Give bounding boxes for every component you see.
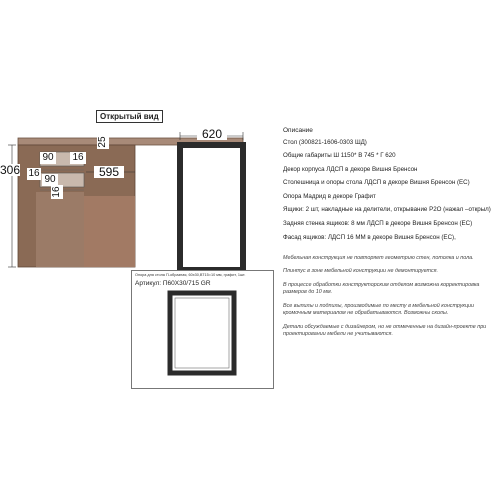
- support-leg-drawing: [132, 288, 273, 388]
- dimension-90-mid: 90: [42, 174, 58, 186]
- note-line: Плинтус в зоне мебельной конструкции не демонтируется.: [283, 268, 439, 274]
- dimension-16-top: 16: [70, 152, 86, 164]
- description-line: Ящики: 2 шт, накладные на делители, открывание Р2О (нажал –открыл): [283, 206, 491, 213]
- cabinet-inner-panel: [36, 192, 84, 267]
- support-leg-inner: [175, 298, 229, 368]
- table-leg-frame: [180, 145, 243, 270]
- note-line: Все выпилы и подпилы, производимые по месту в мебельной конструкции кромочным материалом не обрабатываются. Возможны сколы.: [283, 303, 475, 316]
- dimension-595: 595: [94, 166, 124, 178]
- dimension-306: 306: [0, 163, 21, 177]
- description-heading: Описание: [283, 127, 313, 134]
- description-line: Задняя стенка ящиков: 8 мм ЛДСП в декоре Вишня Бренсон (ЕС): [283, 220, 473, 227]
- description-line: Общие габариты Ш 1150* В 745 * Г 620: [283, 152, 396, 159]
- note-line: В процессе обработки конструкторским отделом возможна корректировка размеров до 10 мм.: [283, 282, 480, 295]
- view-label: Открытый вид: [96, 110, 163, 123]
- note-line: Мебельная конструкция не повторяет геометрию стен, потолка и пола.: [283, 255, 474, 261]
- drawing-svg: [0, 100, 280, 280]
- dimension-25: 25: [97, 136, 108, 148]
- description-line: Опора Мадрид в декоре Графит: [283, 193, 376, 200]
- support-article: Артикул: П60Х30/715 GR: [135, 280, 211, 287]
- description-line: Столешница и опоры стола ЛДСП в декоре Вишня Бренсон (ЕС): [283, 179, 470, 186]
- description-line: Стол (300821-1606-0303 ШД): [283, 139, 367, 146]
- support-small-caption: Опора для стола П-образная, 60х30,ВТ15=10 мм, графит, 1шт.: [135, 273, 246, 277]
- support-leg-frame: [170, 293, 234, 373]
- dimension-90-top: 90: [40, 152, 56, 164]
- note-line: Детали обсуждаемые с дизайнером, но не отмеченные на дизайн-проекте при проектировании мебели не учитываются.: [283, 324, 487, 337]
- furniture-drawing: [0, 100, 280, 280]
- description-line: Фасад ящиков: ЛДСП 16 ММ в декоре Вишня Бренсон (ЕС),: [283, 234, 456, 241]
- dimension-620: 620: [197, 128, 227, 140]
- dimension-16-left: 16: [28, 168, 40, 179]
- description-line: Декор корпуса ЛДСП в декоре Вишня Бренсон: [283, 166, 418, 173]
- support-info-box: [131, 270, 274, 389]
- dimension-16-bottom: 16: [51, 186, 62, 198]
- cabinet-side-panel: [84, 196, 135, 267]
